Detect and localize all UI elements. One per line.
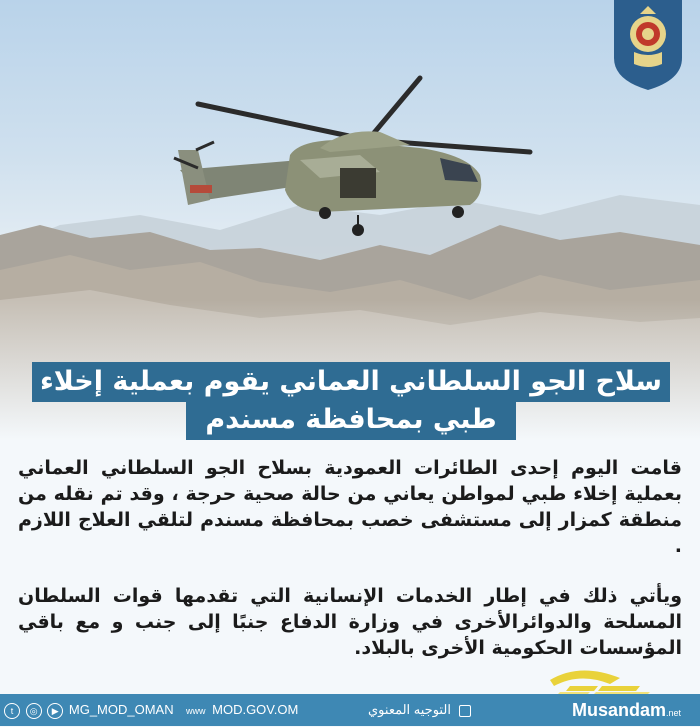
article-paragraph-2: ويأتي ذلك في إطار الخدمات الإنسانية التي تقدمها قوات السلطان المسلحة والدوائرالأخرى في وزارة الدفاع جنبًا إلى جنب و مع باقي المؤسسات الحكومية الأخرى بالبلاد. (18, 585, 682, 659)
instagram-icon: ◎ (26, 703, 42, 719)
article-paragraph-1: قامت اليوم إحدى الطائرات العمودية بسلاح الجو السلطاني العماني بعملية إخلاء طبي لمواطن يعاني من حالة صحية حرجة ، وقد تم نقله من منطقة كمزار إلى مستشفى خصب بمحافظة مسندم لتلقي العلاج اللازم . (18, 457, 682, 557)
headline-line-2: طبي بمحافظة مسندم (186, 400, 516, 440)
twitter-icon: t (4, 703, 20, 719)
emblem-icon (610, 0, 686, 90)
footer-www: www (186, 706, 206, 716)
headline-line-1: سلاح الجو السلطاني العماني يقوم بعملية إخلاء (32, 362, 670, 402)
footer-department (368, 694, 471, 726)
musandam-brand (572, 700, 681, 721)
musandam-brand-name: Musandam (572, 700, 667, 720)
footer-website[interactable] (186, 694, 298, 726)
footer-website-url: MOD.GOV.OM (212, 702, 299, 717)
globe-icon (459, 705, 471, 717)
headline (0, 362, 700, 442)
youtube-icon: ▶ (47, 703, 63, 719)
musandam-brand-suffix: .net (666, 708, 682, 718)
article-body (18, 455, 682, 661)
footer-social-handle: MG_MOD_OMAN (68, 702, 174, 717)
footer-department-label: التوجيه المعنوي (368, 702, 451, 717)
footer-social[interactable] (4, 694, 174, 726)
